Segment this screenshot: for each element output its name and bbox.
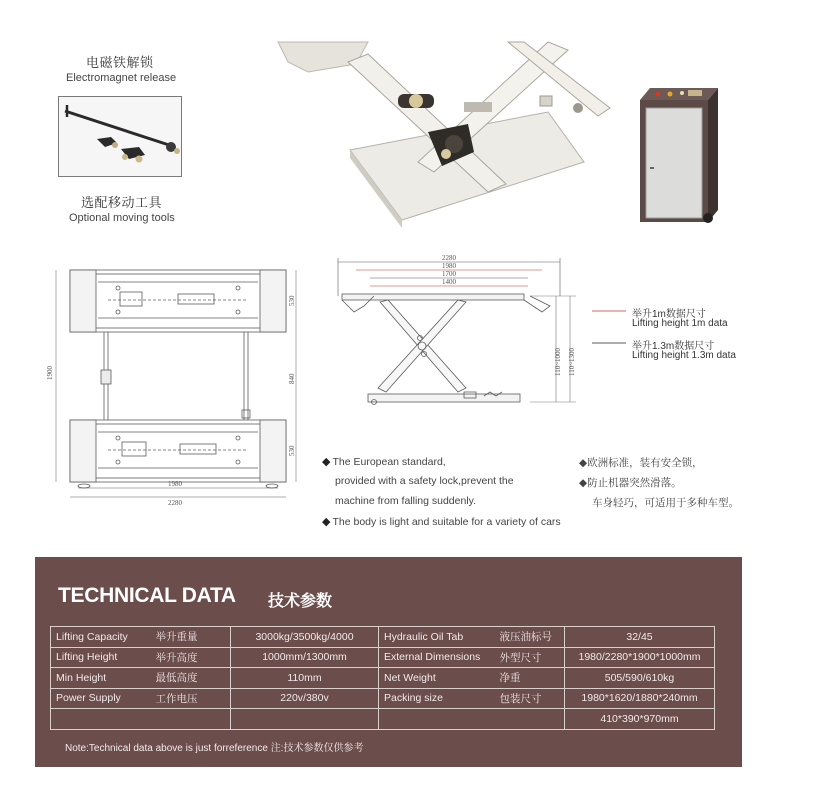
dim-1980: 1980 — [442, 262, 456, 270]
diamond-bullet-icon: ◆ — [322, 456, 331, 468]
spec-label-en: Net Weight — [379, 668, 495, 689]
spec-label-en: Min Height — [51, 668, 151, 689]
spec-value: 110mm — [231, 668, 379, 689]
spec-value: 1980*1620/1880*240mm — [565, 688, 715, 709]
moving-tools-caption-zh: 选配移动工具 — [81, 195, 163, 210]
spec-label-en: Lifting Capacity — [51, 627, 151, 648]
spec-label-zh: 包装尺寸 — [495, 688, 565, 709]
spec-label-zh — [495, 709, 565, 730]
dim-width-inner: 1980 — [168, 480, 182, 488]
technical-note: Note:Technical data above is just forreference 注:技术参数仅供参考 — [65, 743, 364, 754]
spec-label-en: Packing size — [379, 688, 495, 709]
diamond-bullet-icon: ◆ — [579, 457, 588, 469]
dim-1400: 1400 — [442, 278, 456, 286]
legend-13m-zh: 举升1.3m数据尺寸 — [632, 341, 715, 352]
spec-label-en — [379, 709, 495, 730]
dim-width-outer: 2280 — [168, 499, 182, 507]
technical-data-table — [50, 626, 715, 730]
feature-zh-1 — [579, 455, 703, 470]
spec-value: 3000kg/3500kg/4000 — [231, 627, 379, 648]
feature-en-1 — [322, 455, 446, 468]
spec-value: 505/590/610kg — [565, 668, 715, 689]
legend-1m-zh: 举升1m数据尺寸 — [632, 309, 706, 320]
spec-value: 32/45 — [565, 627, 715, 648]
legend-lines — [592, 305, 628, 345]
dim-height-1000: 110~1000 — [554, 347, 562, 376]
feature-en-4 — [322, 515, 561, 528]
spec-label-en: Power Supply — [51, 688, 151, 709]
feature-zh-2-text: 防止机器突然滑落。 — [587, 477, 682, 489]
spec-label-zh: 净重 — [495, 668, 565, 689]
table-row — [51, 688, 715, 709]
feature-zh-1-text: 欧洲标准，装有安全锁， — [587, 457, 703, 469]
technical-data-panel — [35, 557, 742, 767]
dim-height-total: 1900 — [46, 366, 54, 380]
spec-label-zh — [151, 709, 231, 730]
legend-13m-en: Lifting height 1.3m data — [632, 350, 736, 361]
moving-tools-caption-en: Optional moving tools — [69, 212, 175, 224]
feature-zh-3: 车身轻巧，可适用于多种车型。 — [592, 497, 739, 509]
dim-top-pad: 530 — [288, 295, 296, 306]
electromagnet-tool-photo — [58, 96, 182, 177]
spec-label-zh: 外型尺寸 — [495, 647, 565, 668]
top-view-drawing — [48, 260, 298, 508]
spec-label-en — [51, 709, 151, 730]
spec-label-zh: 举升高度 — [151, 647, 231, 668]
dim-middle-gap: 840 — [288, 373, 296, 384]
control-box-photo — [636, 78, 722, 228]
front-view-drawing — [334, 250, 584, 412]
feature-en-2: provided with a safety lock,prevent the — [335, 475, 514, 487]
dim-1700: 1700 — [442, 270, 456, 278]
feature-en-4-text: The body is light and suitable for a variety of cars — [332, 516, 561, 528]
diamond-bullet-icon: ◆ — [322, 516, 331, 528]
spec-value: 410*390*970mm — [565, 709, 715, 730]
spec-value: 220v/380v — [231, 688, 379, 709]
dim-height-1300: 110~1300 — [568, 347, 576, 376]
table-row — [51, 668, 715, 689]
feature-en-1-text: The European standard, — [332, 456, 446, 468]
spec-label-en: Hydraulic Oil Tab — [379, 627, 495, 648]
spec-value: 1980/2280*1900*1000mm — [565, 647, 715, 668]
table-row — [51, 709, 715, 730]
table-row — [51, 627, 715, 648]
spec-label-en: Lifting Height — [51, 647, 151, 668]
spec-label-en: External Dimensions — [379, 647, 495, 668]
technical-data-title: TECHNICAL DATA — [58, 584, 236, 607]
spec-value — [231, 709, 379, 730]
diamond-bullet-icon: ◆ — [579, 477, 588, 489]
dim-2280: 2280 — [442, 254, 456, 262]
table-row — [51, 647, 715, 668]
spec-label-zh: 液压油标号 — [495, 627, 565, 648]
electromagnet-caption-zh: 电磁铁解锁 — [86, 55, 154, 70]
spec-label-zh: 最低高度 — [151, 668, 231, 689]
dim-bottom-pad: 530 — [288, 445, 296, 456]
spec-label-zh: 举升重量 — [151, 627, 231, 648]
legend-1m-en: Lifting height 1m data — [632, 318, 728, 329]
electromagnet-caption-en: Electromagnet release — [66, 72, 177, 84]
feature-en-3: machine from falling suddenly. — [335, 495, 477, 507]
feature-zh-2 — [579, 475, 682, 490]
spec-value: 1000mm/1300mm — [231, 647, 379, 668]
spec-label-zh: 工作电压 — [151, 688, 231, 709]
technical-data-title-zh: 技术参数 — [268, 593, 333, 610]
lift-closeup-photo — [278, 42, 616, 230]
